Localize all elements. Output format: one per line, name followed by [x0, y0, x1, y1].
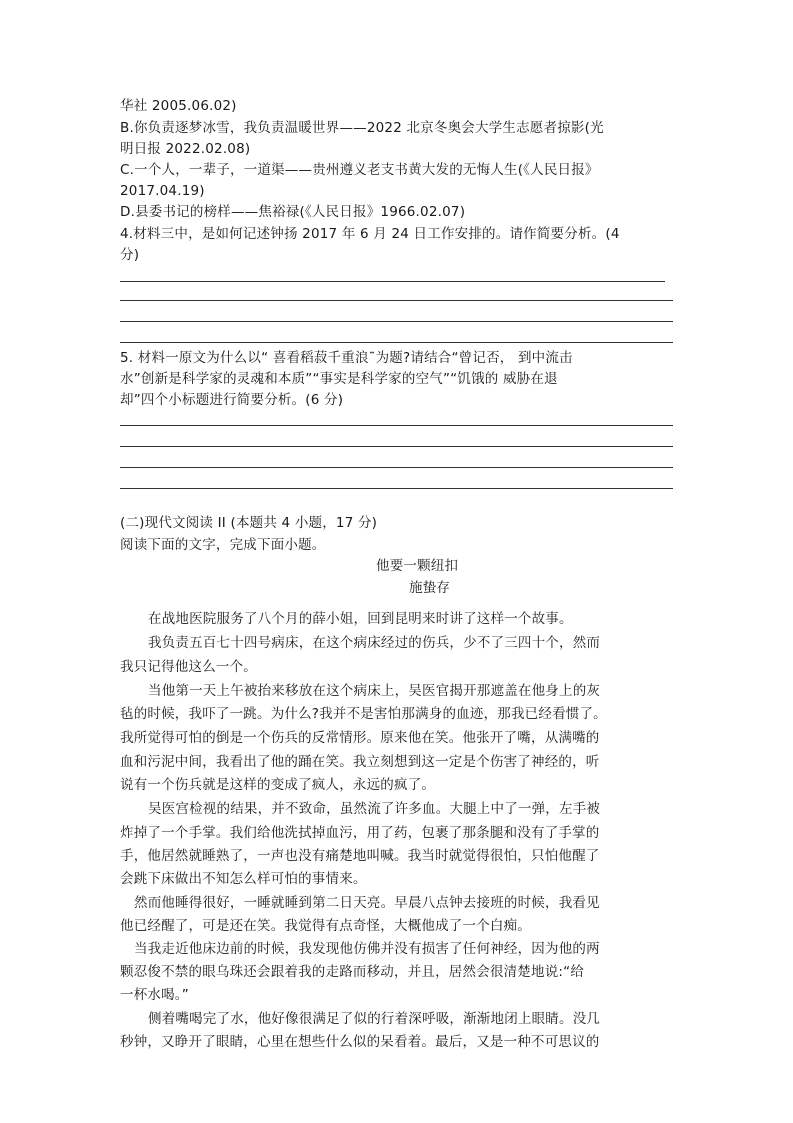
body-line: 侧着嘴喝完了水，他好像很满足了似的行着深呼吸，渐渐地闭上眼睛。没几 — [148, 1011, 601, 1027]
question-5-line2: 水”创新是科学家的灵魂和本质”“事实是科学家的空气”“饥饿的 威胁在退 — [120, 371, 558, 387]
body-line: 秒钟，又睁开了眼睛，心里在想些什么似的呆看着。最后，又是一种不可思议的 — [120, 1034, 600, 1050]
body-line: 会跳下床做出不知怎么样可怕的事情来。 — [120, 871, 367, 887]
body-line: 吴医宫检视的结果，并不致命，虽然流了许多血。大腿上中了一弹，左手被 — [148, 801, 601, 817]
answer-line — [120, 425, 673, 426]
question-5-line1: 5. 材料一原文为什么以“ 喜看稻菽千重浪˜为题?请结合“曾记否， 到中流击 — [120, 350, 573, 366]
answer-line — [120, 446, 673, 447]
body-line: 然而他睡得很好，一睡就睡到第二日天亮。早晨八点钟去接班的时候，我看见 — [134, 895, 600, 911]
option-b-line2: 明日报 2022.02.08) — [120, 141, 251, 157]
answer-line — [120, 300, 673, 301]
answer-line — [120, 281, 665, 282]
body-line: 炸掉了一个手掌。我们给他洗拭掉血污，用了药，包裹了那条腿和没有了手掌的 — [120, 825, 600, 841]
body-line: 我所觉得可怕的倒是一个伤兵的反常情形。原来他在笑。他张开了嘴，从满嘴的 — [120, 730, 600, 746]
question-4-line2: 分) — [120, 247, 140, 263]
body-line: 当他第一天上午被抬来移放在这个病床上，吴医官揭开那遮盖在他身上的灰 — [148, 683, 601, 699]
body-line: 颗忍俊不禁的眼乌珠还会跟着我的走路而移动，并且，居然会很清楚地说:“给 — [120, 964, 585, 980]
option-b-line1: B.你负责逐梦冰雪，我负责温暖世界——2022 北京冬奥会大学生志愿者掠影(光 — [120, 120, 604, 136]
body-line: 手，他居然就睡熟了，一声也没有痛楚地叫喊。我当时就觉得很怕，只怕他醒了 — [120, 848, 600, 864]
body-line: 我负责五百七十四号病床，在这个病床经过的伤兵，少不了三四十个，然而 — [148, 635, 601, 651]
body-line: 他已经醒了，可是还在笑。我觉得有点奇怪，大概他成了一个白痴。 — [120, 918, 531, 934]
option-a-tail: 华社 2005.06.02) — [120, 98, 237, 114]
option-c-line1: C.一个人，一辈子，一道渠——贵州遵义老支书黄大发的无悔人生(《人民日报》 — [120, 162, 599, 178]
answer-line — [120, 467, 673, 468]
body-line: 在战地医院服务了八个月的薛小姐，回到昆明来时讲了这样一个故事。 — [148, 611, 573, 627]
body-line: 毡的时候，我吓了一跳。为什么?我并不是害怕那满身的血迹，那我已经看惯了。 — [120, 706, 607, 722]
body-line: 血和污泥中间，我看出了他的踊在笑。我立刻想到这一定是个伤害了神经的，听 — [120, 754, 600, 770]
body-line: 一杯水喝。” — [120, 987, 189, 1003]
section-heading: (二)现代文阅读 II (本题共 4 小题，17 分) — [120, 515, 378, 531]
section-instruction: 阅读下面的文字，完成下面小题。 — [120, 537, 326, 553]
answer-line — [120, 321, 673, 322]
body-line: 我只记得他这么一个。 — [120, 659, 257, 675]
body-line: 当我走近他床边前的时候，我发现他仿佛并没有损害了任何神经，因为他的两 — [134, 941, 600, 957]
question-4-line1: 4.材料三中，是如何记述钟扬 2017 年 6 月 24 日工作安排的。请作简要分析。(4 — [120, 226, 620, 242]
article-author: 施蛰存 — [409, 580, 451, 596]
answer-line — [120, 488, 673, 489]
article-title: 他要一颗纽扣 — [376, 558, 459, 574]
body-line: 说有一个伤兵就是这样的变成了疯人，永远的疯了。 — [120, 777, 436, 793]
question-5-line3: 却”四个小标题进行简要分析。(6 分) — [120, 392, 344, 408]
option-d-line: D.县委书记的榜样——焦裕禄(《人民日报》1966.02.07) — [120, 204, 466, 220]
answer-line — [120, 342, 673, 343]
option-c-line2: 2017.04.19) — [120, 183, 205, 199]
